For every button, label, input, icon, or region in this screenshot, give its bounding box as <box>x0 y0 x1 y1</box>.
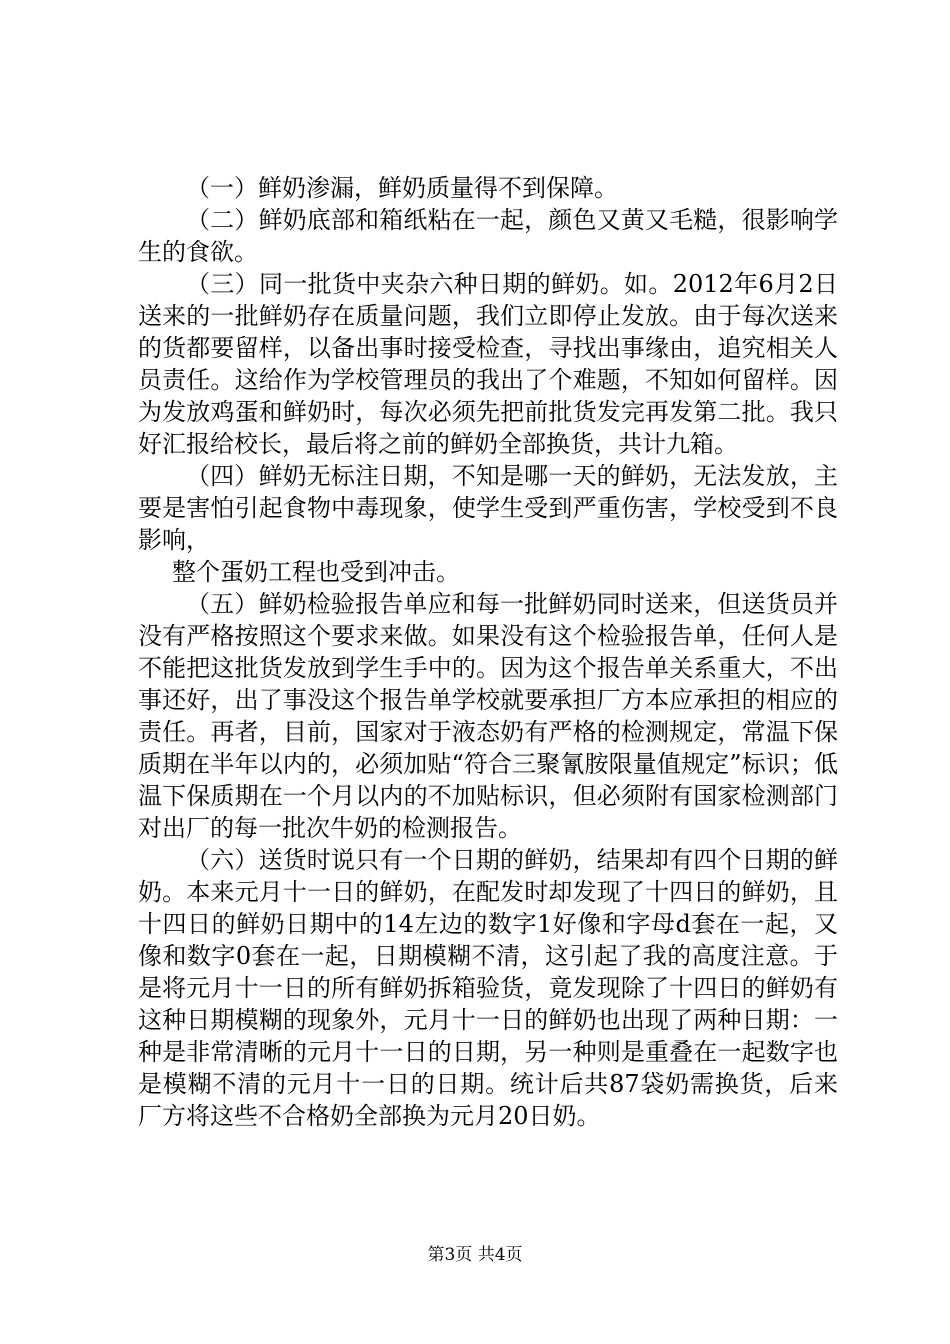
paragraph-2: （二）鲜奶底部和箱纸粘在一起，颜色又黄又毛糙，很影响学生的食欲。 <box>138 206 838 266</box>
paragraph-7: （六）送货时说只有一个日期的鲜奶，结果却有四个日期的鲜奶。本来元月十一日的鲜奶，在配发时却发现了十四日的鲜奶，且十四日的鲜奶日期中的14左边的数字1好像和字母d套在一起，又像和数字0套在一起，日期模糊不清，这引起了我的高度注意。于是将元月十一日的所有鲜奶拆箱验货，竟发现除了十四日的鲜奶有这种日期模糊的现象外，元月十一日的鲜奶也出现了两种日期：一种是非常清晰的元月十一日的日期，另一种则是重叠在一起数字也是模糊不清的元月十一日的日期。统计后共87袋奶需换货，后来厂方将这些不合格奶全部换为元月20日奶。 <box>138 846 838 1130</box>
paragraph-1: （一）鲜奶渗漏，鲜奶质量得不到保障。 <box>186 174 618 202</box>
document-body <box>138 172 838 1132</box>
paragraph-3: （三）同一批货中夹杂六种日期的鲜奶。如。2012年6月2日送来的一批鲜奶存在质量问题，我们立即停止发放。由于每次送来的货都要留样，以备出事时接受检查，寻找出事缘由，追究相关人员责任。这给作为学校管理员的我出了个难题，不知如何留样。因为发放鸡蛋和鲜奶时，每次必须先把前批货发完再发第二批。我只好汇报给校长，最后将之前的鲜奶全部换货，共计九箱。 <box>138 270 838 458</box>
paragraph-5: 整个蛋奶工程也受到冲击。 <box>172 558 460 586</box>
paragraph-6: （五）鲜奶检验报告单应和每一批鲜奶同时送来，但送货员并没有严格按照这个要求来做。如果没有这个检验报告单，任何人是不能把这批货发放到学生手中的。因为这个报告单关系重大，不出事还好，出了事没这个报告单学校就要承担厂方本应承担的相应的责任。再者，目前，国家对于液态奶有严格的检测规定，常温下保质期在半年以内的，必须加贴“符合三聚氰胺限量值规定”标识；低温下保质期在一个月以内的不加贴标识，但必须附有国家检测部门对出厂的每一批次牛奶的检测报告。 <box>138 590 838 842</box>
paragraph-4: （四）鲜奶无标注日期，不知是哪一天的鲜奶，无法发放，主要是害怕引起食物中毒现象，使学生受到严重伤害，学校受到不良影响， <box>138 462 838 554</box>
page-number-footer: 第3页 共4页 <box>427 1245 523 1265</box>
